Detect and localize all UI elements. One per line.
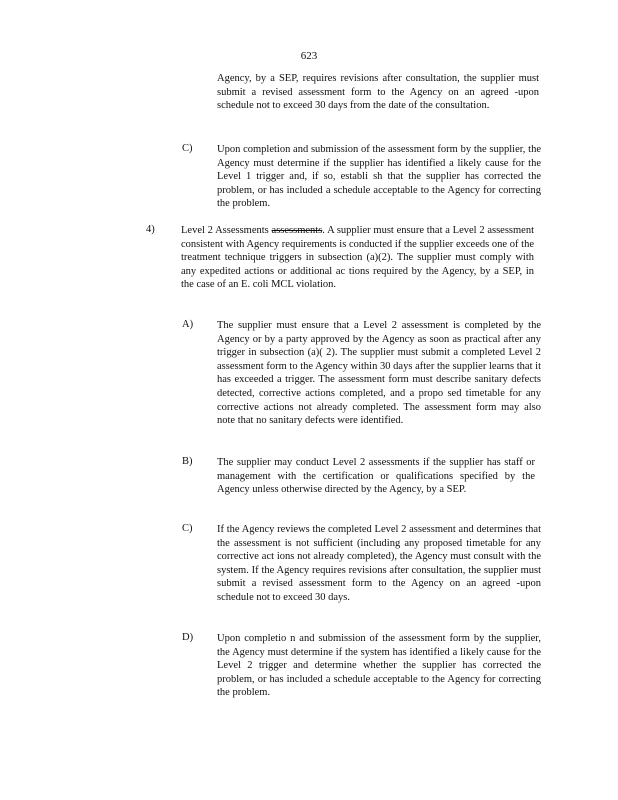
continuation-text: Agency, by a SEP, requires revisions after consultation, the supplier must submit a revised assessment form to the Agency on an agreed -upon schedule not to exceed 30 days from the date of the consultation.	[217, 73, 539, 112]
item-4a-marker: A)	[182, 319, 194, 330]
page-number: 623	[300, 50, 318, 62]
item-4a-paragraph	[217, 319, 541, 428]
section-4-struck-text: assessments	[271, 225, 323, 236]
item-4b-marker: B)	[182, 456, 193, 467]
section-4-marker: 4)	[146, 224, 155, 235]
item-3c-marker: C)	[182, 143, 193, 154]
item-4d-paragraph	[217, 632, 541, 700]
item-4d-text: Upon completio n and submission of the assessment form by the supplier, the Agency must determine if the system has identified a likely cause for the Level 2 trigger and determine whether the supplier has corrected the problem, or has included a schedule acceptable to the Agency for correcting the problem.	[217, 633, 541, 699]
item-4a-text: The supplier must ensure that a Level 2 assessment is completed by the Agency or by a party approved by the Agency as soon as practical after any trigger in subsection (a)( 2). The supplier must submit a completed Level 2 assessment form to the Agency within 30 days after the supplier learns that it has exceeded a trigger. The assessment form must describe sanitary defects detected, corrective actions completed, and a propo sed timetable for any corrective actions not already completed. The assessment form may also note that no sanitary defects were identified.	[217, 320, 541, 427]
continuation-paragraph	[217, 72, 539, 113]
item-4b-paragraph	[217, 456, 535, 497]
section-4-text: . A supplier must ensure that a Level 2 assessment consistent with Agency requirements is conducted if the supplier exceeds one of the treatment technique triggers in subsection (a)(2). The supplier must comply with any expedited actions or additional ac tions required by the Agency, by a SEP, in the case of an E. coli MCL violation.	[181, 225, 535, 291]
item-3c-paragraph	[217, 143, 541, 211]
item-4b-text: The supplier may conduct Level 2 assessments if the supplier has staff or management with the certification or qualifications specified by the Agency unless otherwise directed by the Agency, by a SEP.	[217, 457, 535, 496]
section-4-paragraph	[181, 224, 534, 292]
section-4-title: Level 2 Assessments	[181, 225, 269, 236]
item-4c-marker: C)	[182, 523, 193, 534]
item-4d-marker: D)	[182, 632, 194, 643]
item-3c-text: Upon completion and submission of the assessment form by the supplier, the Agency must determine if the supplier has identified a likely cause for the Level 1 trigger and, if so, establi sh that the supplier has corrected the problem, or has included a schedule acceptable to the Agency for correcting the problem.	[217, 144, 541, 210]
item-4c-text: If the Agency reviews the completed Level 2 assessment and determines that the assessment is not sufficient (including any proposed timetable for any corrective act ions not already completed), the Agency must consult with the system. If the Agency requires revisions after consultation, the supplier must submit a revised assessment form to the Agency on an agreed -upon schedule not to exceed 30 days.	[217, 524, 541, 603]
item-4c-paragraph	[217, 523, 541, 605]
